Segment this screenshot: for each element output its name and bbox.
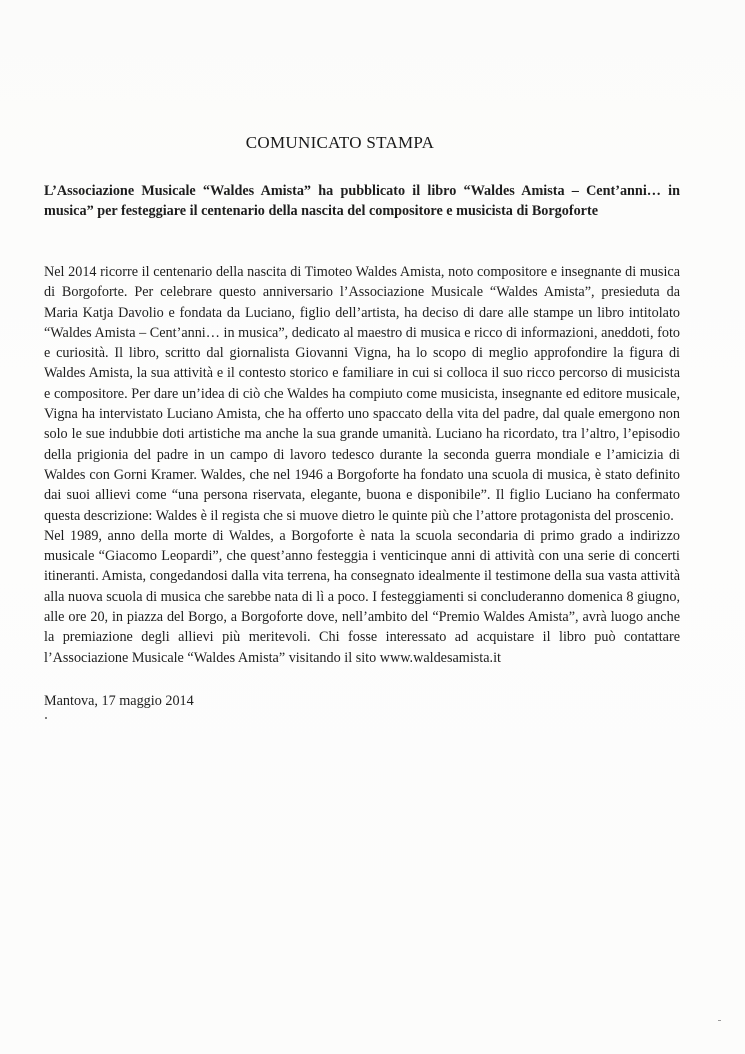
dateline: Mantova, 17 maggio 2014 [44, 693, 194, 709]
stray-mark [45, 717, 47, 719]
document-body [44, 262, 680, 668]
body-paragraph: Nel 1989, anno della morte di Waldes, a Borgoforte è nata la scuola secondaria di primo grado a indirizzo musicale “Giacomo Leopardi”, che quest’anno festeggia i venticinque anni di attività con una serie di concerti itineranti. Amista, congedandosi dalla vita terrena, ha consegnato idealmente il testimone della sua vasta attività alla nuova scuola di musica che sarebbe nata di lì a poco. I festeggiamenti si concluderanno domenica 8 giugno, alle ore 20, in piazza del Borgo, a Borgoforte dove, nell’ambito del “Premio Waldes Amista”, avrà luogo anche la premiazione degli allievi più meritevoli. Chi fosse interessato ad acquistare il libro può contattare l’Associazione Musicale “Waldes Amista” visitando il sito www.waldesamista.it [44, 527, 680, 666]
stray-mark [718, 1020, 721, 1021]
body-paragraph: Nel 2014 ricorre il centenario della nascita di Timoteo Waldes Amista, noto compositore e insegnante di musica di Borgoforte. Per celebrare questo anniversario l’Associazione Musicale “Waldes Amista”, presieduta da Maria Katja Davolio e fondata da Luciano, figlio dell’artista, ha deciso di dare alle stampe un libro intitolato “Waldes Amista – Cent’anni… in musica”, dedicato al maestro di musica e ricco di informazioni, aneddoti, foto e curiosità. Il libro, scritto dal giornalista Giovanni Vigna, ha lo scopo di meglio approfondire la figura di Waldes Amista, la sua attività e il contesto storico e familiare in cui si colloca il suo ricco percorso di musicista e compositore. Per dare un’idea di ciò che Waldes ha compiuto come musicista, insegnante ed editore musicale, Vigna ha intervistato Luciano Amista, che ha offerto uno spaccato della vita del padre, dal quale emergono non solo le sue indubbie doti artistiche ma anche la sua grande umanità. Luciano ha ricordato, tra l’altro, l’episodio della prigionia del padre in un campo di lavoro tedesco durante la seconda guerra mondiale e l’amicizia di Waldes con Gorni Kramer. Waldes, che nel 1946 a Borgoforte ha fondato una scuola di musica, è stato definito dai suoi allievi come “una persona riservata, elegante, buona e disponibile”. Il figlio Luciano ha confermato questa descrizione: Waldes è il regista che si muove dietro le quinte più che l’attore protagonista del proscenio. [44, 264, 680, 524]
document-title: COMUNICATO STAMPA [245, 133, 435, 152]
document-subtitle: L’Associazione Musicale “Waldes Amista” ha pubblicato il libro “Waldes Amista – Cent’anni… in musica” per festeggiare il centenario della nascita del compositore e musicista di Borgoforte [44, 183, 680, 219]
